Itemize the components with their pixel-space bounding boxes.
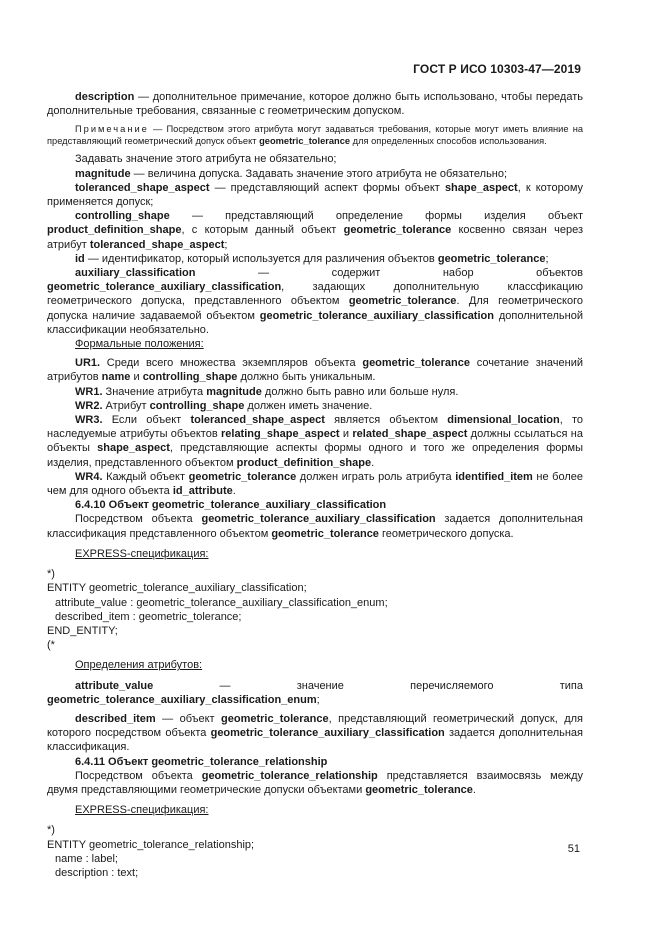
attr-toleranced-shape-aspect: toleranced_shape_aspect — представляющий аспект формы объект shape_aspect, к которому применяется допуск; <box>47 181 584 209</box>
section-6-4-11-text: Посредством объекта geometric_tolerance_relationship представляется взаимосвязь между двумя представляющими геометрические допуски объектами geometric_tolerance. <box>47 769 583 796</box>
attribute-definitions-heading: Определения атрибутов: <box>75 659 203 672</box>
rule-wr2: WR2. Атрибут controlling_shape должен иметь значение. <box>75 399 373 412</box>
section-6-4-10-title: 6.4.10 Объект geometric_tolerance_auxiliary_classification <box>75 499 387 512</box>
code-line: (* <box>47 639 55 652</box>
express-spec-heading-2: EXPRESS-спецификация: <box>75 804 209 817</box>
rule-wr1: WR1. Значение атрибута magnitude должно быть равно или больше нуля. <box>75 385 459 398</box>
page-number: 51 <box>567 843 580 855</box>
page-content <box>47 90 583 880</box>
code-line: ENTITY geometric_tolerance_auxiliary_classification; <box>47 582 307 595</box>
attr-controlling-shape: controlling_shape — представляющий определение формы изделия объект product_definition_shape, с которым данный объект geometric_tolerance косвенно связан через атрибут toleranced_shape_aspect; <box>47 210 583 251</box>
express-spec-heading-1: EXPRESS-спецификация: <box>75 547 209 560</box>
code-line: END_ENTITY; <box>47 624 118 637</box>
optional-text: Задавать значение этого атрибута не обязательно; <box>75 153 337 166</box>
attr-auxiliary-classification: auxiliary_classification — содержит набор объектов geometric_tolerance_auxiliary_classification, задающих дополнительную классфикацию геометрического допуска, представленного объектом geometric_tolerance. Для геометрического допуска наличие задаваемой объектом geometric_tolerance_auxiliary_classification дополнительной классификации необязательно. <box>47 267 584 336</box>
code-line: name : label; <box>55 852 118 865</box>
code-line: described_item : geometric_tolerance; <box>55 610 242 623</box>
note: Примечание — Посредством этого атрибута могут задаваться требования, которые могут иметь влияние на представляющий геометрический допуск объект geometric_tolerance для определенных способов использования. <box>47 124 583 147</box>
code-line: description : text; <box>55 866 139 879</box>
attr-description: description — дополнительное примечание, которое должно быть использовано, чтобы передать дополнительные требования, связанные с геометрическим допуском. <box>47 91 583 118</box>
attr-attribute-value: attribute_value — значение перечисляемого типа geometric_tolerance_auxiliary_classification_enum; <box>47 679 583 706</box>
code-line: attribute_value : geometric_tolerance_auxiliary_classification_enum; <box>55 596 388 609</box>
section-6-4-10-text: Посредством объекта geometric_tolerance_auxiliary_classification задается дополнительная классификация представленного объектом geometric_tolerance геометрического допуска. <box>47 513 583 540</box>
code-line: ENTITY geometric_tolerance_relationship; <box>47 838 255 851</box>
rule-wr3: WR3. Если объект toleranced_shape_aspect является объектом dimensional_location, то наследуемые атрибуты объектов relating_shape_aspect и related_shape_aspect должны ссылаться на объекты shape_aspect, представляющие аспекты формы одного и того же определения формы изделия, представленного объектом product_definition_shape. <box>47 414 583 469</box>
code-line: *) <box>47 568 55 581</box>
attr-id: id — идентификатор, который используется для различения объектов geometric_tolerance; <box>75 252 549 265</box>
attr-magnitude: magnitude — величина допуска. Задавать значение этого атрибута не обязательно; <box>75 167 508 180</box>
rule-wr4: WR4. Каждый объект geometric_tolerance должен играть роль атрибута identified_item не более чем для одного объекта id_attribute. <box>47 470 584 498</box>
attr-described-item: described_item — объект geometric_tolerance, представляющий геометрический допуск, для которого посредством объекта geometric_tolerance_auxiliary_classification задается дополнительная классификация. <box>47 712 584 754</box>
section-6-4-11-title: 6.4.11 Объект geometric_tolerance_relationship <box>75 755 328 768</box>
code-line: *) <box>47 824 55 837</box>
formal-statements-heading: Формальные положения: <box>75 338 204 351</box>
rule-ur1: UR1. Среди всего множества экземпляров объекта geometric_tolerance сочетание значений атрибутов name и controlling_shape должно быть уникальным. <box>47 357 584 384</box>
standard-header: ГОСТ Р ИСО 10303-47—2019 <box>413 62 581 76</box>
